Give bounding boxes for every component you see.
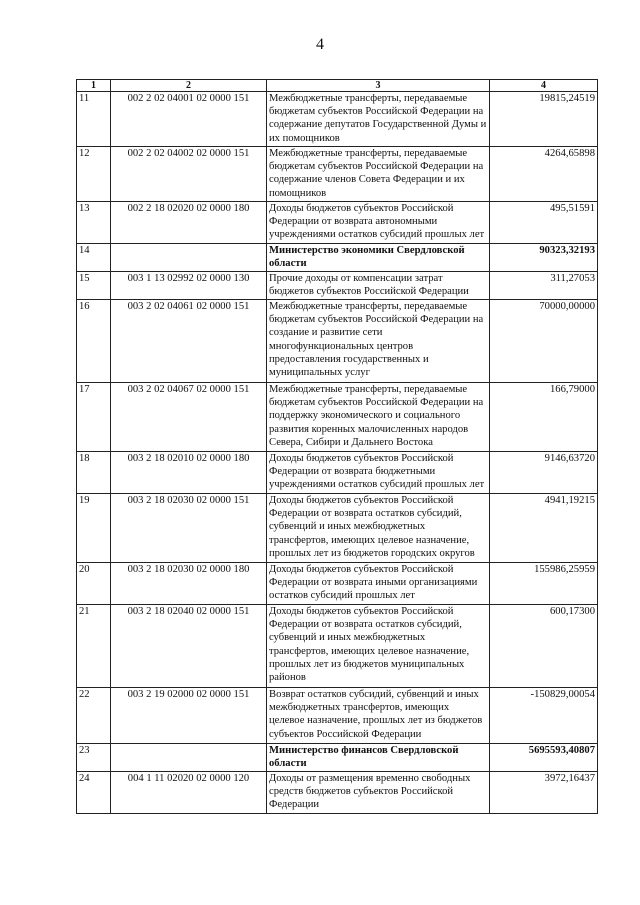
table-row	[77, 605, 598, 688]
row-number: 17	[77, 383, 111, 452]
revenue-name: Возврат остатков субсидий, субвенций и иных межбюджетных трансфертов, имеющих целевое назначение, прошлых лет из бюджетов субъектов Российской Федерации	[267, 688, 490, 744]
ministry-name: Министерство финансов Свердловской области	[267, 744, 490, 772]
row-number: 24	[77, 772, 111, 814]
revenue-name: Межбюджетные трансферты, передаваемые бюджетам субъектов Российской Федерации на содержание членов Совета Федерации и их помощников	[267, 147, 490, 202]
row-number: 19	[77, 494, 111, 563]
table-row	[77, 383, 598, 452]
amount: 90323,32193	[490, 244, 598, 272]
ministry-name: Министерство экономики Свердловской области	[267, 244, 490, 272]
budget-code	[111, 244, 267, 272]
row-number: 12	[77, 147, 111, 202]
budget-code: 003 2 18 02040 02 0000 151	[111, 605, 267, 688]
revenue-name: Межбюджетные трансферты, передаваемые бюджетам субъектов Российской Федерации на содержание депутатов Государственной Думы и их помощников	[267, 92, 490, 147]
budget-code: 003 1 13 02992 02 0000 130	[111, 272, 267, 300]
amount: -150829,00054	[490, 688, 598, 744]
budget-code	[111, 744, 267, 772]
row-number: 14	[77, 244, 111, 272]
budget-code: 002 2 02 04002 02 0000 151	[111, 147, 267, 202]
budget-code: 004 1 11 02020 02 0000 120	[111, 772, 267, 814]
budget-code: 003 2 18 02030 02 0000 180	[111, 563, 267, 605]
amount: 5695593,40807	[490, 744, 598, 772]
table-row	[77, 494, 598, 563]
amount: 4941,19215	[490, 494, 598, 563]
budget-code: 003 2 18 02010 02 0000 180	[111, 452, 267, 494]
table-row	[77, 92, 598, 147]
row-number: 11	[77, 92, 111, 147]
budget-code: 002 2 18 02020 02 0000 180	[111, 202, 267, 244]
table-row	[77, 772, 598, 814]
budget-code: 002 2 02 04001 02 0000 151	[111, 92, 267, 147]
table-row	[77, 202, 598, 244]
revenue-name: Доходы бюджетов субъектов Российской Федерации от возврата бюджетными учреждениями остатков субсидий прошлых лет	[267, 452, 490, 494]
table-row	[77, 688, 598, 744]
amount: 311,27053	[490, 272, 598, 300]
page-number: 4	[316, 36, 324, 53]
row-number: 21	[77, 605, 111, 688]
row-number: 18	[77, 452, 111, 494]
table-row	[77, 147, 598, 202]
table-header-row	[77, 80, 598, 92]
revenue-name: Доходы бюджетов субъектов Российской Федерации от возврата автономными учреждениями остатков субсидий прошлых лет	[267, 202, 490, 244]
amount: 155986,25959	[490, 563, 598, 605]
amount: 9146,63720	[490, 452, 598, 494]
revenue-name: Доходы от размещения временно свободных средств бюджетов субъектов Российской Федерации	[267, 772, 490, 814]
row-number: 16	[77, 300, 111, 383]
row-number: 15	[77, 272, 111, 300]
revenue-name: Межбюджетные трансферты, передаваемые бюджетам субъектов Российской Федерации на создание и развитие сети многофункциональных центров предоставления государственных и муниципальных услуг	[267, 300, 490, 383]
amount: 4264,65898	[490, 147, 598, 202]
table-row-ministry	[77, 244, 598, 272]
column-header-code: 2	[111, 80, 267, 92]
revenue-name: Прочие доходы от компенсации затрат бюджетов субъектов Российской Федерации	[267, 272, 490, 300]
row-number: 20	[77, 563, 111, 605]
table-row-ministry	[77, 744, 598, 772]
revenue-name: Доходы бюджетов субъектов Российской Федерации от возврата иными организациями остатков субсидий прошлых лет	[267, 563, 490, 605]
column-header-amount: 4	[490, 80, 598, 92]
revenue-name: Доходы бюджетов субъектов Российской Федерации от возврата остатков субсидий, субвенций и иных межбюджетных трансфертов, имеющих целевое назначение, прошлых лет из бюджетов муниципальных районов	[267, 605, 490, 688]
revenue-name: Межбюджетные трансферты, передаваемые бюджетам субъектов Российской Федерации на поддержку экономического и социального развития коренных малочисленных народов Севера, Сибири и Дальнего Востока	[267, 383, 490, 452]
table-row	[77, 300, 598, 383]
amount: 70000,00000	[490, 300, 598, 383]
column-header-num: 1	[77, 80, 111, 92]
row-number: 23	[77, 744, 111, 772]
amount: 600,17300	[490, 605, 598, 688]
table-row	[77, 563, 598, 605]
budget-code: 003 2 18 02030 02 0000 151	[111, 494, 267, 563]
amount: 19815,24519	[490, 92, 598, 147]
row-number: 13	[77, 202, 111, 244]
amount: 166,79000	[490, 383, 598, 452]
budget-code: 003 2 02 04067 02 0000 151	[111, 383, 267, 452]
revenue-name: Доходы бюджетов субъектов Российской Федерации от возврата остатков субсидий, субвенций и иных межбюджетных трансфертов, имеющих целевое назначение, прошлых лет из бюджетов городских округов	[267, 494, 490, 563]
column-header-name: 3	[267, 80, 490, 92]
budget-code: 003 2 02 04061 02 0000 151	[111, 300, 267, 383]
amount: 495,51591	[490, 202, 598, 244]
amount: 3972,16437	[490, 772, 598, 814]
row-number: 22	[77, 688, 111, 744]
revenue-table	[76, 79, 598, 814]
table-row	[77, 452, 598, 494]
budget-code: 003 2 19 02000 02 0000 151	[111, 688, 267, 744]
table-row	[77, 272, 598, 300]
